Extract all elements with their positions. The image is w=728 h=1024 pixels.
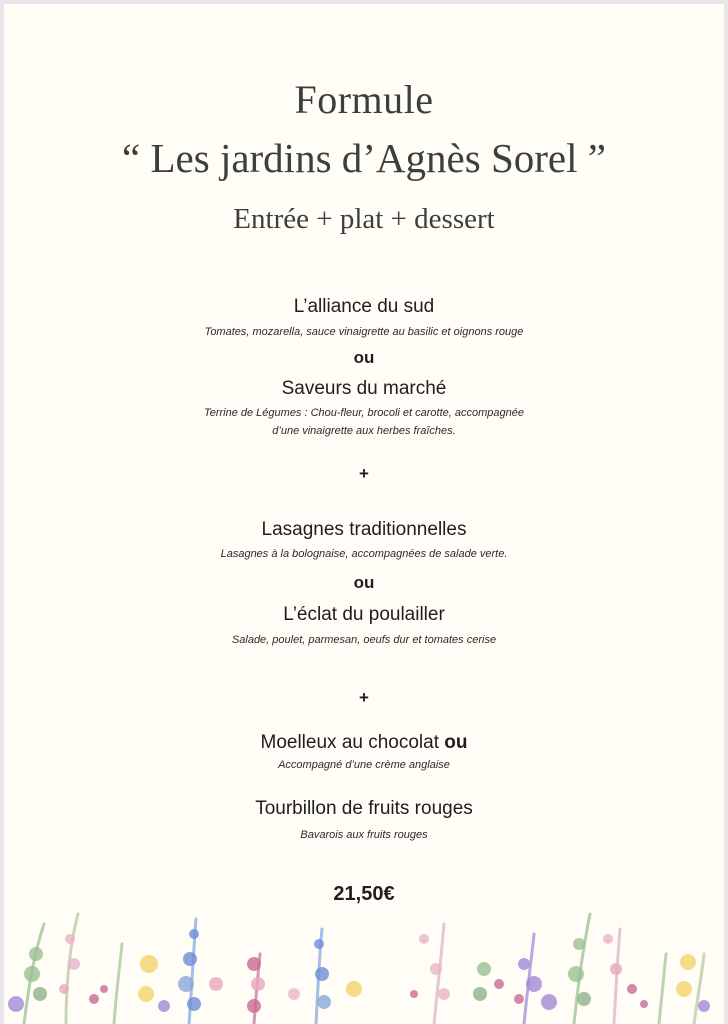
entree-1-name: L’alliance du sud [293,296,435,317]
plat-2-description: Salade, poulet, parmesan, oeufs dur et tomates cerise [231,634,497,646]
entree-2-description-line1: Terrine de Légumes : Chou-fleur, brocoli et carotte, accompagnée [204,407,524,419]
dessert-1-or: ou [444,732,468,753]
title-formula-name: “ Les jardins d’Agnès Sorel ” [122,135,606,181]
dessert-1-description: Accompagné d’une crème anglaise [278,759,450,771]
or-separator: ou [353,348,375,367]
plat-1-description: Lasagnes à la bolognaise, accompagnées de salade verte. [220,548,508,560]
entree-2-description-line2: d’une vinaigrette aux herbes fraîches. [272,425,456,437]
menu-page [4,4,724,1024]
dessert-2-name: Tourbillon de fruits rouges [255,798,473,819]
plat-1-name: Lasagnes traditionnelles [261,519,467,540]
price: 21,50€ [333,883,395,905]
entree-1-description: Tomates, mozarella, sauce vinaigrette au basilic et oignons rouge [204,326,524,338]
wildflowers-border-icon [4,894,724,1024]
entree-2-name: Saveurs du marché [281,378,447,399]
plat-2-name: L’éclat du poulailler [283,604,445,625]
dessert-1-name: Moelleux au chocolat [260,732,439,753]
or-separator: ou [353,573,375,592]
plus-separator: + [359,464,369,483]
plus-separator: + [359,688,369,707]
subtitle-courses: Entrée + plat + dessert [233,203,495,235]
dessert-2-description: Bavarois aux fruits rouges [300,829,428,841]
dessert-1-row [4,732,724,754]
title-formule: Formule [294,77,434,122]
